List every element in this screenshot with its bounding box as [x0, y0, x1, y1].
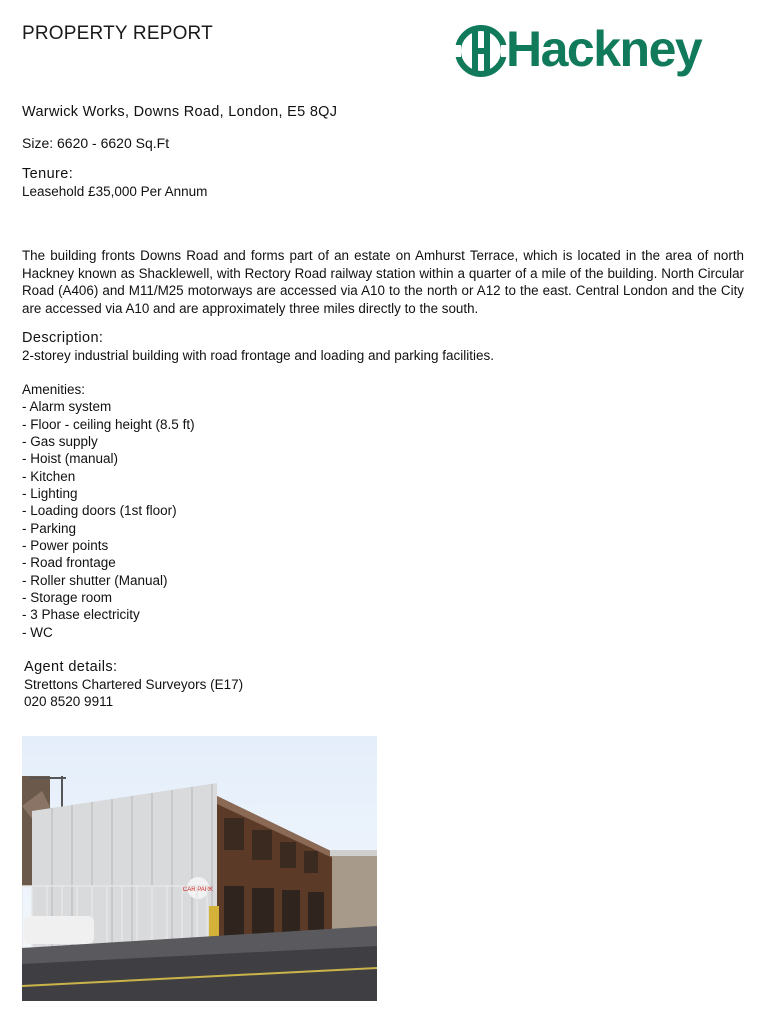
list-item: - Kitchen — [22, 468, 76, 484]
building-illustration — [22, 736, 377, 1001]
amenities-list — [22, 398, 195, 641]
logo-wordmark: Hackney — [506, 21, 702, 77]
list-item: - WC — [22, 624, 53, 640]
page-title: PROPERTY REPORT — [22, 23, 213, 44]
list-item: - Alarm system — [22, 399, 112, 415]
list-item: - Power points — [22, 538, 109, 554]
description-label: Description: — [22, 330, 104, 346]
location-paragraph: The building fronts Downs Road and forms part of an estate on Amhurst Terrace, which is located in the area of north Hackney known as Shacklewell, with Rectory Road railway station within a quarter of a mile of the building. North Circular Road (A406) and M11/M25 motorways are accessed via A10 to the north or A12 to the east. Central London and the City are accessed via A10 and are approximately three miles directly to the south. — [22, 248, 744, 316]
tenure-section — [22, 165, 207, 201]
list-item: - Roller shutter (Manual) — [22, 572, 168, 588]
tenure-label: Tenure: — [22, 166, 74, 182]
description-text: 2-storey industrial building with road frontage and loading and parking facilities. — [22, 348, 495, 363]
property-photo — [22, 736, 377, 1001]
car-park-sign: CAR PARK — [182, 887, 214, 893]
list-item: - Lighting — [22, 486, 78, 502]
property-size: Size: 6620 - 6620 Sq.Ft — [22, 135, 170, 151]
tenure-value: Leasehold £35,000 Per Annum — [22, 184, 208, 199]
list-item: - Storage room — [22, 590, 113, 606]
list-item: - Parking — [22, 520, 77, 536]
list-item: - 3 Phase electricity — [22, 607, 140, 623]
list-item: - Road frontage — [22, 555, 116, 571]
amenities-label: Amenities: — [22, 382, 86, 397]
list-item: - Gas supply — [22, 434, 98, 450]
description-section — [22, 329, 742, 365]
hackney-h-mark-icon — [455, 25, 507, 77]
amenities-section — [22, 381, 195, 641]
agent-section — [24, 659, 243, 710]
agent-name: Strettons Chartered Surveyors (E17) — [24, 677, 244, 692]
agent-label: Agent details: — [24, 659, 118, 675]
list-item: - Hoist (manual) — [22, 451, 119, 467]
agent-phone: 020 8520 9911 — [24, 694, 114, 709]
list-item: - Loading doors (1st floor) — [22, 503, 177, 519]
property-address: Warwick Works, Downs Road, London, E5 8QJ — [22, 104, 338, 120]
hackney-logo — [455, 22, 745, 80]
list-item: - Floor - ceiling height (8.5 ft) — [22, 416, 195, 432]
